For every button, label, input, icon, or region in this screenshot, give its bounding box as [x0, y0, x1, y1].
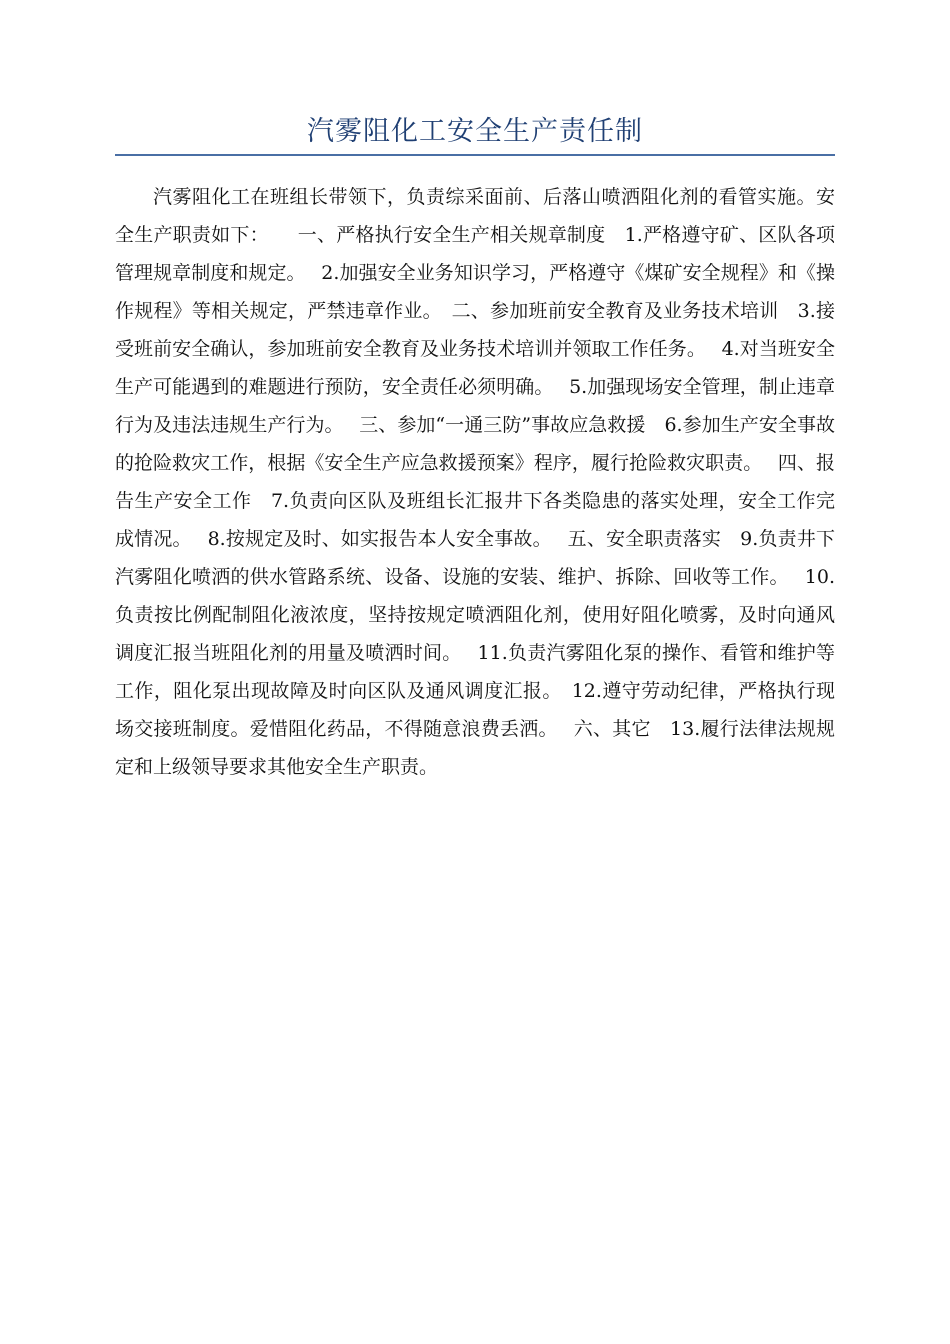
document-title: 汽雾阻化工安全生产责任制 [307, 116, 643, 147]
document-body: 汽雾阻化工在班组长带领下，负责综采面前、后落山喷洒阻化剂的看管实施。安全生产职责如下： 一、严格执行安全生产相关规章制度 1.严格遵守矿、区队各项管理规章制度和规定。 2.加强安全业务知识学习，严格遵守《煤矿安全规程》和《操作规程》等相关规定，严禁违章作业。 二、参加班前安全教育及业务技术培训 3.接受班前安全确认，参加班前安全教育及业务技术培训并领取工作任务。 4.对当班安全生产可能遇到的难题进行预防，安全责任必须明确。 5.加强现场安全管理，制止违章行为及违法违规生产行为。 三、参加“一通三防”事故应急救援 6.参加生产安全事故的抢险救灾工作，根据《安全生产应急救援预案》程序，履行抢险救灾职责。 四、报告生产安全工作 7.负责向区队及班组长汇报井下各类隐患的落实处理，安全工作完成情况。 8.按规定及时、如实报告本人安全事故。 五、安全职责落实 9.负责井下汽雾阻化喷洒的供水管路系统、设备、设施的安装、维护、拆除、回收等工作。 10.负责按比例配制阻化液浓度，坚持按规定喷洒阻化剂，使用好阻化喷雾，及时向通风调度汇报当班阻化剂的用量及喷洒时间。 11.负责汽雾阻化泵的操作、看管和维护等工作，阻化泵出现故障及时向区队及通风调度汇报。 12.遵守劳动纪律，严格执行现场交接班制度。爱惜阻化药品，不得随意浪费丢洒。 六、其它 13.履行法律法规规定和上级领导要求其他安全生产职责。 [115, 186, 835, 778]
title-underline [115, 154, 835, 156]
